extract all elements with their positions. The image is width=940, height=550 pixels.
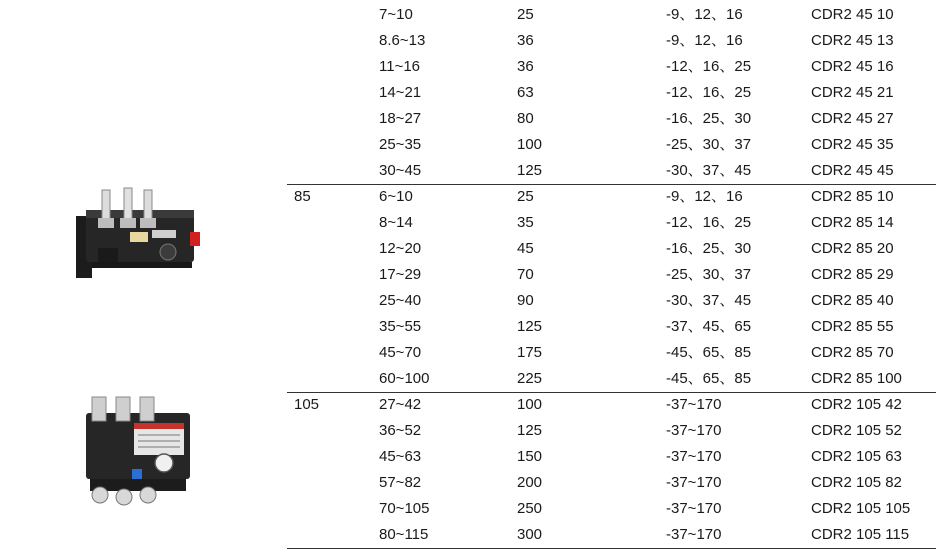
fuse-rating-cell: 250 xyxy=(517,500,543,517)
reference-cell: CDR2 105 52 xyxy=(811,422,902,439)
fuse-rating-cell: 80 xyxy=(517,110,534,127)
fuse-rating-cell: 63 xyxy=(517,84,534,101)
relay-85-photo xyxy=(72,186,212,286)
fuse-rating-cell: 35 xyxy=(517,214,534,231)
trip-class-cell: -37、45、65 xyxy=(666,318,752,335)
trip-class-cell: -37~170 xyxy=(666,396,722,413)
reference-cell: CDR2 105 63 xyxy=(811,448,902,465)
fuse-rating-cell: 300 xyxy=(517,526,543,543)
current-range-cell: 17~29 xyxy=(379,266,422,283)
reference-cell: CDR2 45 16 xyxy=(811,58,894,75)
current-range-cell: 45~70 xyxy=(379,344,422,361)
reference-cell: CDR2 45 10 xyxy=(811,6,894,23)
fuse-rating-cell: 225 xyxy=(517,370,543,387)
frame-size-cell: 85 xyxy=(294,188,311,205)
current-range-cell: 57~82 xyxy=(379,474,422,491)
reference-cell: CDR2 105 82 xyxy=(811,474,902,491)
fuse-rating-cell: 90 xyxy=(517,292,534,309)
table-row xyxy=(0,2,940,28)
current-range-cell: 45~63 xyxy=(379,448,422,465)
current-range-cell: 70~105 xyxy=(379,500,430,517)
current-range-cell: 12~20 xyxy=(379,240,422,257)
relay-105-photo xyxy=(80,393,198,513)
reference-cell: CDR2 85 70 xyxy=(811,344,894,361)
current-range-cell: 6~10 xyxy=(379,188,413,205)
current-range-cell: 36~52 xyxy=(379,422,422,439)
trip-class-cell: -37~170 xyxy=(666,526,722,543)
reference-cell: CDR2 85 55 xyxy=(811,318,894,335)
trip-class-cell: -45、65、85 xyxy=(666,370,752,387)
fuse-rating-cell: 150 xyxy=(517,448,543,465)
reference-cell: CDR2 45 35 xyxy=(811,136,894,153)
fuse-rating-cell: 25 xyxy=(517,6,534,23)
trip-class-cell: -25、30、37 xyxy=(666,136,752,153)
current-range-cell: 80~115 xyxy=(379,526,429,543)
current-range-cell: 25~35 xyxy=(379,136,422,153)
current-range-cell: 60~100 xyxy=(379,370,430,387)
reference-cell: CDR2 45 27 xyxy=(811,110,894,127)
current-range-cell: 25~40 xyxy=(379,292,422,309)
trip-class-cell: -30、37、45 xyxy=(666,162,752,179)
reference-cell: CDR2 45 21 xyxy=(811,84,894,101)
table-row xyxy=(0,288,940,314)
fuse-rating-cell: 175 xyxy=(517,344,543,361)
fuse-rating-cell: 100 xyxy=(517,396,543,413)
trip-class-cell: -16、25、30 xyxy=(666,110,752,127)
reference-cell: CDR2 85 40 xyxy=(811,292,894,309)
fuse-rating-cell: 45 xyxy=(517,240,534,257)
fuse-rating-cell: 125 xyxy=(517,318,543,335)
trip-class-cell: -37~170 xyxy=(666,422,722,439)
trip-class-cell: -9、12、16 xyxy=(666,188,743,205)
table-row xyxy=(0,80,940,106)
trip-class-cell: -45、65、85 xyxy=(666,344,752,361)
table-row xyxy=(0,522,940,548)
frame-size-cell: 105 xyxy=(294,396,320,413)
table-row xyxy=(0,340,940,366)
trip-class-cell: -12、16、25 xyxy=(666,84,752,101)
trip-class-cell: -9、12、16 xyxy=(666,6,743,23)
fuse-rating-cell: 36 xyxy=(517,58,534,75)
current-range-cell: 11~16 xyxy=(379,58,421,75)
trip-class-cell: -25、30、37 xyxy=(666,266,752,283)
table-row xyxy=(0,158,940,184)
current-range-cell: 27~42 xyxy=(379,396,422,413)
current-range-cell: 30~45 xyxy=(379,162,422,179)
fuse-rating-cell: 70 xyxy=(517,266,534,283)
trip-class-cell: -37~170 xyxy=(666,474,722,491)
table-row xyxy=(0,132,940,158)
fuse-rating-cell: 36 xyxy=(517,32,534,49)
table-row xyxy=(0,54,940,80)
trip-class-cell: -37~170 xyxy=(666,500,722,517)
fuse-rating-cell: 25 xyxy=(517,188,534,205)
trip-class-cell: -37~170 xyxy=(666,448,722,465)
current-range-cell: 35~55 xyxy=(379,318,422,335)
current-range-cell: 8.6~13 xyxy=(379,32,426,49)
reference-cell: CDR2 85 14 xyxy=(811,214,894,231)
table-row xyxy=(0,106,940,132)
reference-cell: CDR2 45 13 xyxy=(811,32,894,49)
fuse-rating-cell: 125 xyxy=(517,162,543,179)
trip-class-cell: -9、12、16 xyxy=(666,32,743,49)
table-row xyxy=(0,366,940,392)
current-range-cell: 7~10 xyxy=(379,6,413,23)
table-row xyxy=(0,314,940,340)
reference-cell: CDR2 85 100 xyxy=(811,370,902,387)
fuse-rating-cell: 125 xyxy=(517,422,543,439)
table-row xyxy=(0,28,940,54)
trip-class-cell: -12、16、25 xyxy=(666,214,752,231)
reference-cell: CDR2 85 29 xyxy=(811,266,894,283)
reference-cell: CDR2 105 115 xyxy=(811,526,910,543)
current-range-cell: 18~27 xyxy=(379,110,422,127)
reference-cell: CDR2 105 42 xyxy=(811,396,902,413)
reference-cell: CDR2 105 105 xyxy=(811,500,911,517)
trip-class-cell: -16、25、30 xyxy=(666,240,752,257)
reference-cell: CDR2 85 10 xyxy=(811,188,894,205)
current-range-cell: 8~14 xyxy=(379,214,413,231)
fuse-rating-cell: 200 xyxy=(517,474,543,491)
reference-cell: CDR2 45 45 xyxy=(811,162,894,179)
table-bottom-rule xyxy=(287,548,936,549)
trip-class-cell: -30、37、45 xyxy=(666,292,752,309)
current-range-cell: 14~21 xyxy=(379,84,422,101)
trip-class-cell: -12、16、25 xyxy=(666,58,752,75)
reference-cell: CDR2 85 20 xyxy=(811,240,894,257)
fuse-rating-cell: 100 xyxy=(517,136,543,153)
